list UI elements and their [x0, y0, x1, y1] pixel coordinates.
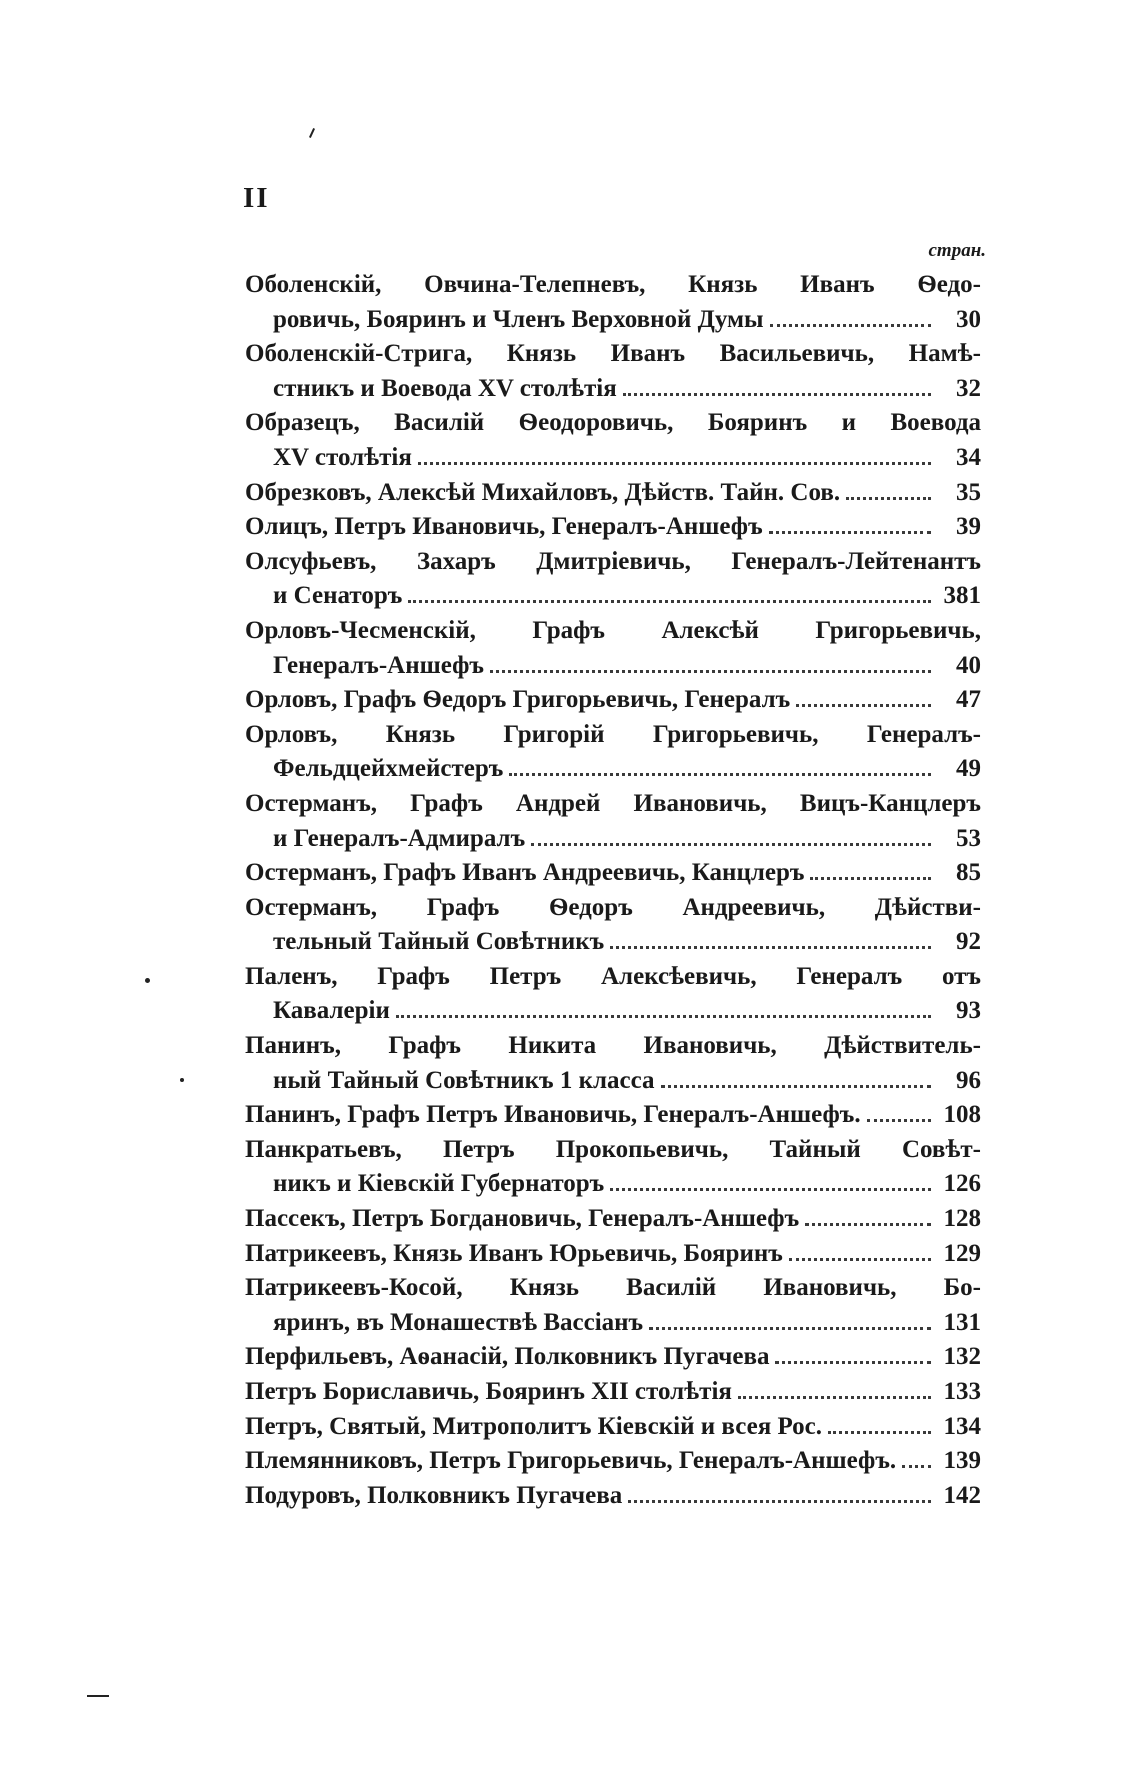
- dot-leader: [509, 773, 931, 776]
- toc-entry: [245, 1202, 981, 1237]
- toc-entry-title: Орловъ-Чесменскій, Графъ Алексѣй Григорьевичь,: [245, 616, 981, 644]
- toc-entry-line: [245, 1098, 981, 1133]
- toc-entry-title: Перфильевъ, Аѳанасій, Полковникъ Пугачева: [245, 1343, 770, 1371]
- toc-entry-page: 131: [943, 1308, 981, 1336]
- toc-entry-continuation: Генералъ-Аншефъ: [273, 651, 484, 679]
- toc-entry-page: 30: [956, 305, 981, 333]
- dot-leader: [623, 393, 931, 396]
- toc-entry-page: 142: [943, 1481, 981, 1509]
- toc-entry: [245, 337, 981, 406]
- dot-leader: [846, 497, 931, 500]
- toc-entry: [245, 1098, 981, 1133]
- toc-entry-title: Орловъ, Князь Григорій Григорьевичь, Генералъ-: [245, 720, 981, 748]
- toc-entry-page: 34: [956, 443, 981, 471]
- dot-leader: [661, 1085, 931, 1088]
- toc-entry: [245, 787, 981, 856]
- stray-mark: [87, 1695, 109, 1697]
- toc-entry-continuation: ный Тайный Совѣтникъ 1 класса: [273, 1066, 655, 1094]
- toc-entry-title: Олсуфьевъ, Захаръ Дмитріевичь, Генералъ-Лейтенантъ: [245, 547, 981, 575]
- toc-entry-title: Оболенскій, Овчина-Телепневъ, Князь Иванъ Ѳедо-: [245, 271, 981, 298]
- toc-entry: [245, 1479, 981, 1514]
- toc-entry-title: Паленъ, Графъ Петръ Алексѣевичь, Генералъ отъ: [245, 962, 981, 990]
- toc-entry-line: [245, 303, 981, 338]
- toc-entry-title: Образецъ, Василій Ѳеодоровичь, Бояринъ и Воевода: [245, 409, 981, 437]
- toc-entry-page: 93: [956, 997, 981, 1025]
- toc-entry: [245, 1133, 981, 1202]
- page-column-header: стран.: [928, 240, 986, 261]
- dot-leader: [490, 670, 931, 673]
- toc-entry-title: Панинъ, Графъ Петръ Ивановичь, Генералъ-Аншефъ.: [245, 1101, 861, 1129]
- toc-entry: [245, 960, 981, 1029]
- toc-entry-continuation: ровичь, Бояринъ и Членъ Верховной Думы: [273, 305, 764, 333]
- toc-entry: [245, 856, 981, 891]
- toc-entry-line: [245, 1444, 981, 1479]
- toc-entry-continuation: Фельдцейхмейстеръ: [273, 755, 504, 783]
- toc-entry-line: [245, 372, 981, 407]
- dot-leader: [902, 1465, 931, 1468]
- dot-leader: [796, 704, 931, 707]
- toc-entry-line: [245, 476, 981, 511]
- toc-entry-page: 126: [943, 1170, 981, 1198]
- toc-entry-title: Панинъ, Графъ Никита Ивановичь, Дѣйствитель-: [245, 1032, 981, 1060]
- stray-mark: [309, 128, 315, 138]
- toc-entry: [245, 1340, 981, 1375]
- dot-leader: [531, 843, 931, 846]
- toc-entry-page: 108: [943, 1101, 981, 1129]
- dot-leader: [867, 1119, 931, 1122]
- toc-entry-line: [245, 649, 981, 684]
- toc-entry-title: Петръ Бориславичь, Бояринъ XII столѣтія: [245, 1378, 732, 1405]
- dot-leader: [775, 1361, 931, 1364]
- toc-entry-title: Патрикеевъ-Косой, Князь Василій Ивановичь, Бо-: [245, 1274, 981, 1302]
- toc-entry: [245, 1271, 981, 1340]
- toc-entry-page: 85: [956, 859, 981, 887]
- toc-entry-line: [245, 1306, 981, 1341]
- dot-leader: [828, 1431, 931, 1434]
- table-of-contents: [245, 268, 981, 1513]
- toc-entry: [245, 891, 981, 960]
- dot-leader: [610, 946, 931, 949]
- toc-entry-title: Пассекъ, Петръ Богдановичь, Генералъ-Аншефъ: [245, 1205, 800, 1233]
- toc-entry: [245, 1375, 981, 1410]
- toc-entry-line: [245, 994, 981, 1029]
- page-number: II: [243, 182, 270, 214]
- toc-entry-page: 32: [956, 374, 981, 402]
- stray-mark: [180, 1078, 184, 1082]
- toc-entry: [245, 510, 981, 545]
- toc-entry-page: 139: [943, 1447, 981, 1475]
- toc-entry-title: Панкратьевъ, Петръ Прокопьевичь, Тайный Совѣт-: [245, 1135, 981, 1163]
- toc-entry-continuation: и Генералъ-Адмиралъ: [273, 824, 526, 852]
- dot-leader: [810, 877, 931, 880]
- toc-entry-line: [245, 441, 981, 476]
- stray-mark: [145, 978, 150, 983]
- toc-entry-line: [245, 683, 981, 718]
- toc-entry-page: 47: [956, 686, 981, 714]
- dot-leader: [649, 1327, 931, 1330]
- toc-entry-line: [245, 1237, 981, 1272]
- toc-entry-page: 96: [956, 1066, 981, 1094]
- toc-entry-continuation: яринъ, въ Монашествѣ Вассіанъ: [273, 1308, 644, 1336]
- toc-entry-page: 129: [943, 1239, 981, 1267]
- toc-entry-page: 134: [943, 1412, 981, 1440]
- toc-entry-line: [245, 1479, 981, 1514]
- toc-entry-page: 128: [943, 1205, 981, 1233]
- toc-entry: [245, 545, 981, 614]
- dot-leader: [418, 462, 931, 465]
- toc-entry: [245, 1029, 981, 1098]
- toc-entry-line: [245, 1375, 981, 1410]
- toc-entry-line: [245, 1202, 981, 1237]
- toc-entry: [245, 683, 981, 718]
- toc-entry: [245, 476, 981, 511]
- toc-entry-page: 381: [943, 582, 981, 610]
- toc-entry-continuation: никъ и Кіевскій Губернаторъ: [273, 1170, 605, 1198]
- toc-entry-page: 35: [956, 478, 981, 506]
- toc-entry-title: Остерманъ, Графъ Ѳедоръ Андреевичь, Дѣйстви-: [245, 893, 981, 921]
- toc-entry-title: Патрикеевъ, Князь Иванъ Юрьевичь, Бояринъ: [245, 1239, 783, 1267]
- toc-entry-page: 92: [956, 928, 981, 956]
- dot-leader: [789, 1258, 931, 1261]
- toc-entry-title: Остерманъ, Графъ Андрей Ивановичь, Вицъ-Канцлеръ: [245, 789, 981, 817]
- toc-entry-title: Олицъ, Петръ Ивановичь, Генералъ-Аншефъ: [245, 513, 763, 541]
- dot-leader: [738, 1396, 931, 1399]
- toc-entry-line: [245, 1410, 981, 1445]
- toc-entry-title: Обрезковъ, Алексѣй Михайловъ, Дѣйств. Тайн. Сов.: [245, 478, 841, 506]
- dot-leader: [805, 1223, 931, 1226]
- toc-entry-page: 40: [956, 651, 981, 679]
- toc-entry: [245, 718, 981, 787]
- toc-entry-page: 39: [956, 513, 981, 541]
- dot-leader: [396, 1015, 931, 1018]
- toc-entry-line: [245, 1064, 981, 1099]
- toc-entry-line: [245, 510, 981, 545]
- toc-entry-line: [245, 1340, 981, 1375]
- toc-entry-line: [245, 752, 981, 787]
- toc-entry-continuation: Кавалеріи: [273, 997, 390, 1025]
- toc-entry-page: 132: [943, 1343, 981, 1371]
- toc-entry-continuation: стникъ и Воевода XV столѣтія: [273, 374, 617, 402]
- dot-leader: [610, 1188, 931, 1191]
- toc-entry-continuation: XV столѣтія: [273, 443, 412, 471]
- toc-entry: [245, 268, 981, 337]
- toc-entry: [245, 1444, 981, 1479]
- toc-entry-continuation: и Сенаторъ: [273, 582, 403, 610]
- toc-entry-title: Оболенскій-Стрига, Князь Иванъ Васильевичь, Намѣ-: [245, 340, 981, 368]
- toc-entry-title: Остерманъ, Графъ Иванъ Андреевичь, Канцлеръ: [245, 859, 805, 887]
- toc-entry-line: [245, 822, 981, 857]
- toc-entry: [245, 406, 981, 475]
- dot-leader: [408, 600, 931, 603]
- dot-leader: [770, 324, 931, 327]
- toc-entry: [245, 614, 981, 683]
- toc-entry-title: Петръ, Святый, Митрополитъ Кіевскій и всея Рос.: [245, 1412, 822, 1440]
- dot-leader: [628, 1500, 931, 1503]
- toc-entry-page: 49: [956, 755, 981, 783]
- toc-entry-title: Племянниковъ, Петръ Григорьевичь, Генералъ-Аншефъ.: [245, 1447, 897, 1475]
- toc-entry-title: Орловъ, Графъ Ѳедоръ Григорьевичь, Генералъ: [245, 686, 791, 714]
- toc-entry-line: [245, 925, 981, 960]
- dot-leader: [769, 531, 931, 534]
- toc-entry-line: [245, 579, 981, 614]
- toc-entry-page: 133: [943, 1378, 981, 1405]
- toc-entry-continuation: тельный Тайный Совѣтникъ: [273, 928, 605, 956]
- toc-entry-title: Подуровъ, Полковникъ Пугачева: [245, 1481, 623, 1509]
- toc-entry-page: 53: [956, 824, 981, 852]
- toc-entry-line: [245, 1167, 981, 1202]
- toc-entry-line: [245, 856, 981, 891]
- toc-entry: [245, 1410, 981, 1445]
- toc-entry: [245, 1237, 981, 1272]
